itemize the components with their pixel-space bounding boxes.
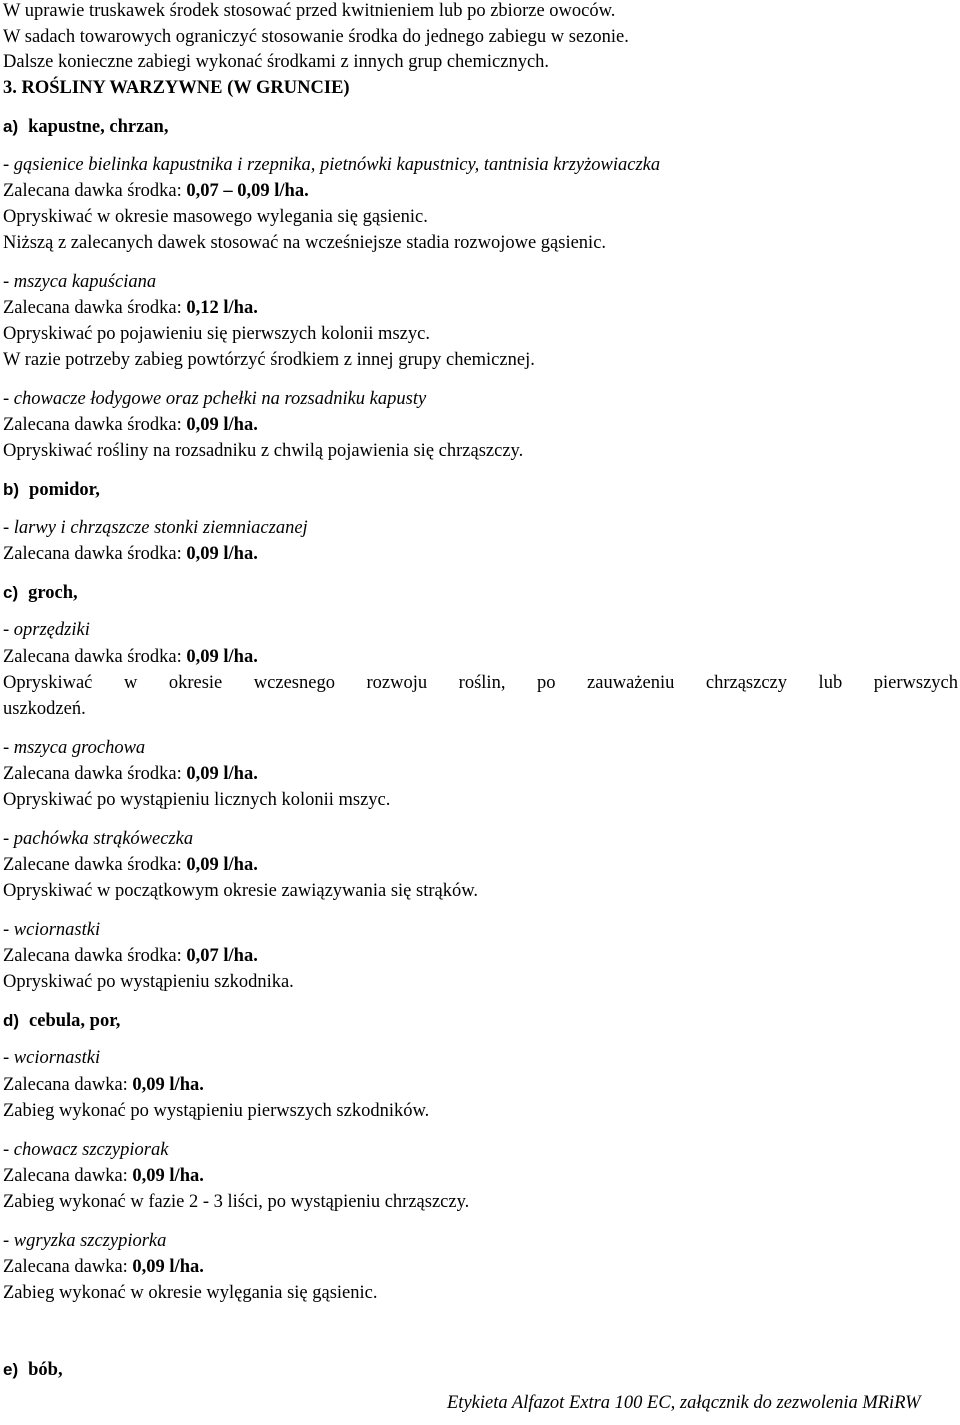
text-line: W uprawie truskawek środek stosować przed kwitnieniem lub po zbiorze owoców. [3,1,616,21]
text-line: Zabieg wykonać w okresie wylęgania się gąsienic. [3,1283,378,1303]
pest-name: - wciornastki [3,920,101,940]
pest-name: - pachówka strąkóweczka [3,829,194,849]
text-line: Zabieg wykonać w fazie 2 - 3 liści, po wystąpieniu chrząszczy. [3,1192,470,1212]
dose-line: Zalecane dawka środka: 0,09 l/ha. [3,855,258,875]
text-line: Opryskiwać w początkowym okresie zawiązywania się strąków. [3,881,479,901]
text-line: Opryskiwać po wystąpieniu licznych kolonii mszyc. [3,790,391,810]
dose-line: Zalecana dawka środka: 0,09 l/ha. [3,544,258,564]
subsection-heading-a: a) kapustne, chrzan, [3,117,169,137]
dose-line: Zalecana dawka: 0,09 l/ha. [3,1257,204,1277]
text-line: Opryskiwać rośliny na rozsadniku z chwilą pojawienia się chrząszczy. [3,441,524,461]
pest-name: - wgryzka szczypiorka [3,1231,167,1251]
subsection-heading-b: b) pomidor, [3,480,100,500]
dose-line: Zalecana dawka środka: 0,12 l/ha. [3,298,258,318]
dose-line: Zalecana dawka środka: 0,07 – 0,09 l/ha. [3,181,309,201]
text-line: Dalsze konieczne zabiegi wykonać środkami z innych grup chemicznych. [3,52,550,72]
dose-line: Zalecana dawka środka: 0,09 l/ha. [3,764,258,784]
dose-line: Zalecana dawka środka: 0,09 l/ha. [3,647,258,667]
text-line: Opryskiwać w okresie wczesnego rozwoju roślin, po zauważeniu chrząszczy lub pierwszych [3,673,958,693]
pest-name: - mszyca kapuściana [3,272,157,292]
pest-name: - chowacze łodygowe oraz pchełki na rozsadniku kapusty [3,389,427,409]
pest-name: - chowacz szczypiorak [3,1140,169,1160]
text-line: W razie potrzeby zabieg powtórzyć środkiem z innej grupy chemicznej. [3,350,535,370]
text-line: Opryskiwać po pojawieniu się pierwszych kolonii mszyc. [3,324,430,344]
pest-name: - wciornastki [3,1048,101,1068]
text-line: Zabieg wykonać po wystąpieniu pierwszych szkodników. [3,1101,430,1121]
text-line: Niższą z zalecanych dawek stosować na wcześniejsze stadia rozwojowe gąsienic. [3,233,607,253]
dose-line: Zalecana dawka: 0,09 l/ha. [3,1166,204,1186]
dose-line: Zalecana dawka: 0,09 l/ha. [3,1075,204,1095]
page-footer: Etykieta Alfazot Extra 100 EC, załącznik do zezwolenia MRiRW [447,1393,921,1413]
section-heading: 3. ROŚLINY WARZYWNE (W GRUNCIE) [3,78,350,98]
text-line: Opryskiwać w okresie masowego wylegania się gąsienic. [3,207,428,227]
dose-line: Zalecana dawka środka: 0,09 l/ha. [3,415,258,435]
text-line: uszkodzeń. [3,699,86,719]
text-line: W sadach towarowych ograniczyć stosowanie środka do jednego zabiegu w sezonie. [3,27,629,47]
text-line: Opryskiwać po wystąpieniu szkodnika. [3,972,294,992]
subsection-heading-d: d) cebula, por, [3,1011,121,1031]
pest-name: - oprzędziki [3,620,90,640]
pest-name: - gąsienice bielinka kapustnika i rzepnika, pietnówki kapustnicy, tantnisia krzyżowiaczka [3,155,661,175]
subsection-heading-e: e) bób, [3,1360,63,1380]
pest-name: - larwy i chrząszcze stonki ziemniaczanej [3,518,308,538]
subsection-heading-c: c) groch, [3,583,78,603]
dose-line: Zalecana dawka środka: 0,07 l/ha. [3,946,258,966]
pest-name: - mszyca grochowa [3,738,146,758]
